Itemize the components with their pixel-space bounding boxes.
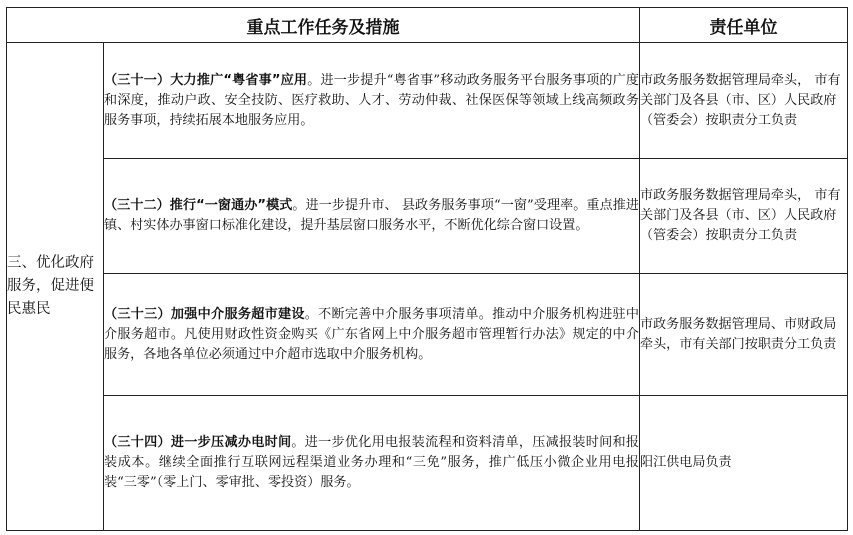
- table-row: [7, 159, 848, 274]
- task-body: 。进一步提升市、 县政务服务事项“一窗”受理率。重点推进镇、村实体办事窗口标准化建设，提升基层窗口服务水平，不断优化综合窗口设置。: [104, 198, 639, 233]
- task-body: 。进一步优化用电报装流程和资料清单，压减报装时间和报装成本。继续全面推行互联网远程渠道业务办理和“三免”服务，推广低压小微企业用电报装“三零”（零上门、零审批、零投资）服务。: [104, 435, 640, 490]
- header-tasks: 重点工作任务及措施: [7, 8, 640, 43]
- task-cell: [104, 396, 640, 531]
- responsible-cell: 市政务服务数据管理局牵头， 市有关部门及各县（市、区）人民政府（管委会）按职责分工负责: [640, 43, 848, 159]
- category-cell: 三、优化政府服务，促进便民惠民: [7, 43, 104, 531]
- table-row: [7, 43, 848, 159]
- table-row: [7, 274, 848, 396]
- task-table: [6, 7, 848, 531]
- responsible-cell: 市政务服务数据管理局牵头， 市有关部门及各县（市、区）人民政府（管委会）按职责分工负责: [640, 159, 848, 274]
- task-cell: [104, 159, 640, 274]
- task-title: （三十二）推行“一窗通办”模式: [104, 198, 293, 213]
- task-body: 。进一步提升“粤省事”移动政务服务平台服务事项的广度和深度，推动户政、安全技防、医疗救助、人才、劳动仲裁、社保医保等领域上线高频政务服务事项，持续拓展本地服务应用。: [104, 72, 640, 128]
- responsible-cell: 阳江供电局负责: [640, 396, 848, 531]
- table-row: [7, 396, 848, 531]
- task-body: 。不断完善中介服务事项清单。推动中介服务机构进驻中介服务超市。凡使用财政性资金购买《广东省网上中介服务超市管理暂行办法》规定的中介服务，各地各单位必须通过中介超市选取中介服务机构。: [104, 306, 640, 362]
- task-title: （三十三）加强中介服务超市建设: [104, 306, 305, 322]
- task-cell: [104, 43, 640, 159]
- task-title: （三十一）大力推广“粤省事”应用: [104, 72, 308, 88]
- header-responsible: 责任单位: [640, 8, 848, 43]
- task-title: （三十四）进一步压减办电时间: [104, 435, 292, 450]
- task-cell: [104, 274, 640, 396]
- responsible-cell: 市政务服务数据管理局、市财政局牵头，市有关部门按职责分工负责: [640, 274, 848, 396]
